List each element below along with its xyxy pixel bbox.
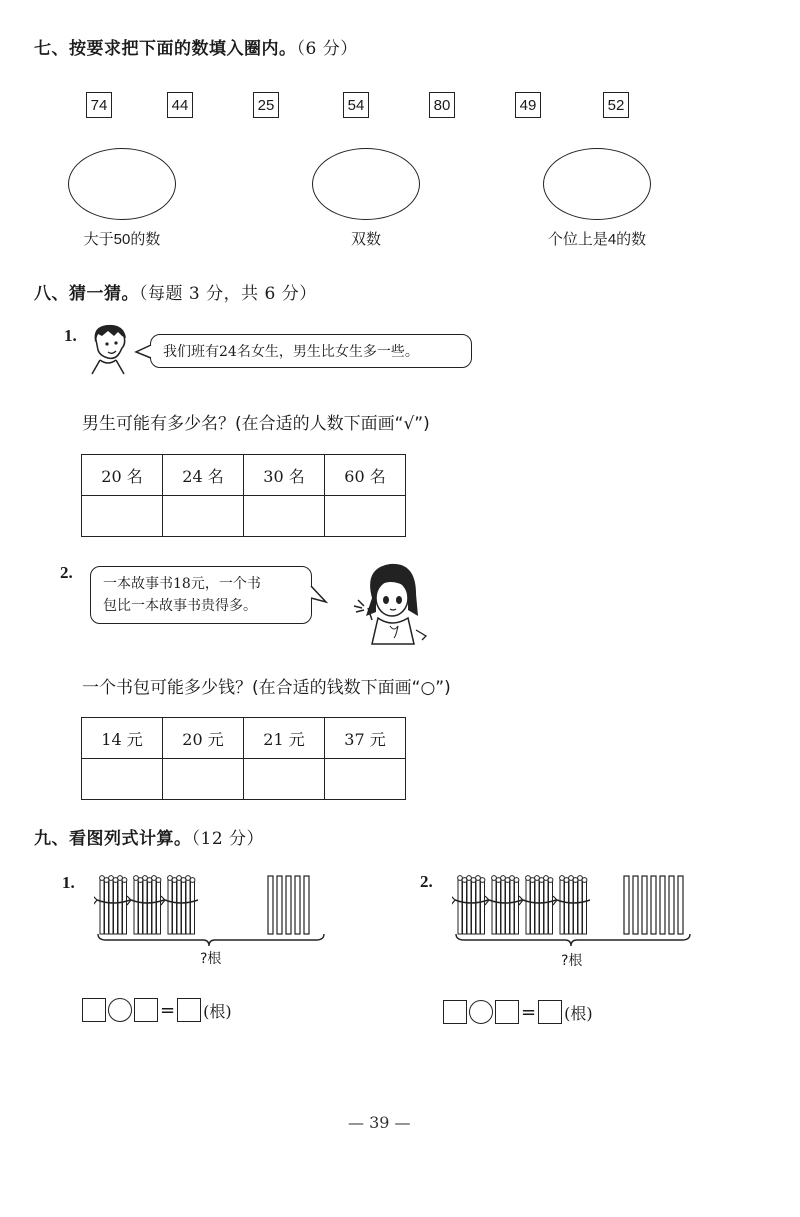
section9-points: （12 分） [191, 829, 265, 849]
section8-points: （每题 3 分，共 6 分） [139, 284, 317, 304]
question-text: 一个书包可能多少钱？(在合适的钱数下面画“○”) [82, 678, 451, 698]
single-stick [304, 876, 309, 934]
answer-oval-ones-digit-4[interactable] [543, 148, 651, 220]
single-stick [624, 876, 629, 934]
page-number: — 39 — [348, 1113, 411, 1132]
bubble-text-line1: 一本故事书18元，一个书 [103, 576, 261, 592]
question-number: 1. [62, 873, 75, 892]
number-box: 52 [603, 92, 629, 118]
stick-bundle [519, 876, 556, 934]
answer-oval-even[interactable] [312, 148, 420, 220]
oval-label: 大于50的数 [83, 231, 161, 248]
answer-box[interactable] [177, 998, 201, 1022]
stick-bundle [485, 876, 522, 934]
single-stick [268, 876, 273, 934]
section9-title: 九、看图列式计算。 [34, 829, 192, 849]
option-cell: 37 元 [325, 718, 406, 759]
bubble-text-line2: 包比一本故事书贵得多。 [103, 598, 257, 614]
boy-illustration [86, 322, 134, 376]
stick-bundles-figure-1 [94, 872, 334, 948]
question-number: 2. [420, 872, 433, 891]
section7-points: （6 分） [296, 39, 358, 59]
operator-circle[interactable] [469, 1000, 493, 1024]
single-stick [669, 876, 674, 934]
option-cell: 20 名 [82, 455, 163, 496]
equals-sign: = [521, 1001, 537, 1023]
total-sticks-label: ?根 [200, 951, 222, 967]
single-stick [633, 876, 638, 934]
single-stick [295, 876, 300, 934]
bubble-tail [308, 584, 330, 606]
brace [98, 934, 324, 946]
section7-heading [34, 34, 358, 59]
number-box: 44 [167, 92, 193, 118]
answer-cell[interactable] [325, 759, 406, 800]
number-box: 74 [86, 92, 112, 118]
answer-cell[interactable] [163, 496, 244, 537]
answer-box[interactable] [495, 1000, 519, 1024]
option-cell: 14 元 [82, 718, 163, 759]
stick-bundle [553, 876, 590, 934]
stick-bundle [161, 876, 198, 934]
answer-cell[interactable] [82, 759, 163, 800]
section7-title: 七、按要求把下面的数填入圈内。 [34, 39, 297, 59]
single-stick [660, 876, 665, 934]
option-cell: 30 名 [244, 455, 325, 496]
answer-box[interactable] [134, 998, 158, 1022]
section8-heading [34, 279, 317, 304]
bubble-tail [134, 344, 154, 360]
single-stick [277, 876, 282, 934]
single-stick [642, 876, 647, 934]
unit-label: (根) [203, 1001, 232, 1021]
answer-cell[interactable] [244, 759, 325, 800]
section8-title: 八、猜一猜。 [34, 284, 139, 304]
speech-bubble-boy [150, 334, 472, 368]
section9-heading [34, 824, 264, 849]
equation-1 [82, 998, 232, 1022]
girl-illustration [350, 558, 432, 648]
answer-cell[interactable] [244, 496, 325, 537]
number-box: 80 [429, 92, 455, 118]
single-stick [651, 876, 656, 934]
answer-table-boys [81, 454, 406, 537]
answer-box[interactable] [82, 998, 106, 1022]
equation-2 [443, 1000, 593, 1024]
brace [456, 934, 690, 946]
number-box: 49 [515, 92, 541, 118]
speech-bubble-girl [90, 566, 312, 624]
equals-sign: = [160, 999, 176, 1021]
option-cell: 24 名 [163, 455, 244, 496]
answer-cell[interactable] [163, 759, 244, 800]
option-cell: 20 元 [163, 718, 244, 759]
stick-bundle [452, 876, 488, 934]
bubble-text: 我们班有24名女生，男生比女生多一些。 [163, 344, 419, 360]
question-number: 1. [64, 326, 77, 345]
question-number: 2. [60, 563, 73, 582]
option-cell: 60 名 [325, 455, 406, 496]
single-stick [286, 876, 291, 934]
question-text: 男生可能有多少名？(在合适的人数下面画“√”) [82, 414, 430, 434]
total-sticks-label: ?根 [561, 953, 583, 969]
answer-cell[interactable] [325, 496, 406, 537]
stick-bundles-figure-2 [452, 872, 700, 950]
stick-bundle [127, 876, 164, 934]
single-stick [678, 876, 683, 934]
oval-label: 双数 [350, 231, 381, 248]
answer-oval-greater-than-50[interactable] [68, 148, 176, 220]
answer-cell[interactable] [82, 496, 163, 537]
stick-bundle [94, 876, 130, 934]
number-box: 25 [253, 92, 279, 118]
answer-table-bag-price [81, 717, 406, 800]
option-cell: 21 元 [244, 718, 325, 759]
number-box: 54 [343, 92, 369, 118]
operator-circle[interactable] [108, 998, 132, 1022]
answer-box[interactable] [443, 1000, 467, 1024]
answer-box[interactable] [538, 1000, 562, 1024]
unit-label: (根) [564, 1003, 593, 1023]
oval-label: 个位上是4的数 [547, 231, 647, 248]
